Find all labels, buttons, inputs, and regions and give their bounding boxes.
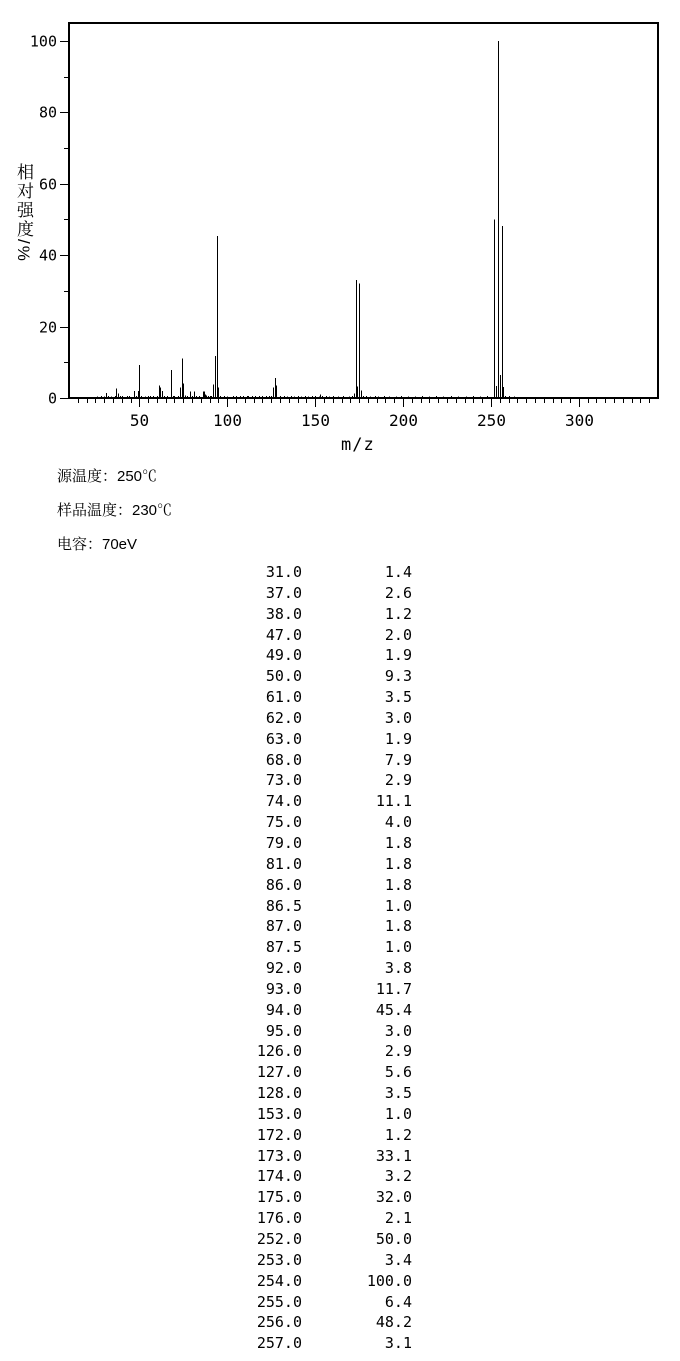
peak-mz-value: 61.0: [265, 688, 302, 707]
peak-table-row: [227, 1000, 412, 1021]
peak-mz-value: 175.0: [256, 1188, 302, 1207]
peak-table-row: [227, 1187, 412, 1208]
peak-mz-value: 126.0: [256, 1042, 302, 1061]
peak-table-row: [227, 1021, 412, 1042]
peak-intensity-value: 1.8: [384, 833, 412, 852]
spectrum-plot-area: [0, 0, 680, 460]
peak-intensity-value: 3.2: [384, 1167, 412, 1186]
peak-intensity-value: 9.3: [384, 667, 412, 686]
y-tick-label: 80: [38, 103, 57, 122]
peak-table-row: [227, 958, 412, 979]
peak-table-row: [227, 770, 412, 791]
peak-table-row: [227, 604, 412, 625]
peak-table-row: [227, 708, 412, 729]
peak-mz-value: 128.0: [256, 1084, 302, 1103]
peak-table-row: [227, 1208, 412, 1229]
peak-table-row: [227, 1146, 412, 1167]
x-tick-label: 50: [129, 411, 150, 430]
peak-table-row: [227, 896, 412, 917]
peak-intensity-value: 1.0: [384, 938, 412, 957]
peak-mz-value: 93.0: [265, 979, 302, 998]
peak-intensity-value: 6.4: [384, 1292, 412, 1311]
peak-mz-value: 63.0: [265, 729, 302, 748]
peak-mz-value: 253.0: [256, 1250, 302, 1269]
peak-intensity-value: 3.0: [384, 708, 412, 727]
peak-mz-value: 254.0: [256, 1271, 302, 1290]
peak-mz-value: 176.0: [256, 1209, 302, 1228]
peak-intensity-value: 33.1: [375, 1146, 412, 1165]
y-tick-label: 40: [38, 246, 57, 265]
peak-intensity-value: 2.9: [384, 771, 412, 790]
peak-table-row: [227, 833, 412, 854]
peak-table-row: [227, 729, 412, 750]
peak-table-row: [227, 1250, 412, 1271]
peak-table-row: [227, 645, 412, 666]
peak-intensity-value: 100.0: [366, 1271, 412, 1290]
peak-table-row: [227, 625, 412, 646]
peak-intensity-value: 3.8: [384, 959, 412, 978]
peak-intensity-value: 2.1: [384, 1209, 412, 1228]
peak-mz-value: 73.0: [265, 771, 302, 790]
peak-table-row: [227, 1292, 412, 1313]
peak-mz-value: 31.0: [265, 563, 302, 581]
peak-intensity-value: 3.0: [384, 1021, 412, 1040]
peak-table-row: [227, 1333, 412, 1354]
peak-mz-value: 252.0: [256, 1230, 302, 1248]
peak-table: [227, 562, 412, 1354]
peak-intensity-value: 7.9: [384, 750, 412, 769]
peak-mz-value: 153.0: [256, 1104, 302, 1123]
peak-intensity-value: 1.9: [384, 646, 412, 665]
ionization-energy-text: 电容：70eV: [57, 536, 138, 553]
peak-mz-value: 62.0: [265, 708, 302, 727]
peak-table-row: [227, 687, 412, 708]
peak-table-row: [227, 1062, 412, 1083]
peak-mz-value: 79.0: [265, 833, 302, 852]
peak-table-row: [227, 979, 412, 1000]
peak-mz-value: 172.0: [256, 1125, 302, 1144]
instrument-conditions: [57, 466, 172, 568]
peak-intensity-value: 50.0: [375, 1230, 412, 1248]
peak-intensity-value: 3.1: [384, 1334, 412, 1353]
peak-intensity-value: 1.8: [384, 917, 412, 936]
peak-intensity-value: 2.9: [384, 1042, 412, 1061]
x-tick-label: 300: [565, 411, 594, 430]
peak-intensity-value: 4.0: [384, 813, 412, 832]
peak-mz-value: 37.0: [265, 583, 302, 602]
peak-mz-value: 47.0: [265, 625, 302, 644]
peak-table-row: [227, 1312, 412, 1333]
peak-intensity-value: 1.0: [384, 896, 412, 915]
peak-mz-value: 75.0: [265, 813, 302, 832]
x-tick-label: 200: [389, 411, 418, 430]
peak-intensity-value: 5.6: [384, 1063, 412, 1082]
peak-table-row: [227, 791, 412, 812]
peak-mz-value: 38.0: [265, 604, 302, 623]
peak-table-row: [227, 937, 412, 958]
peak-mz-value: 86.5: [265, 896, 302, 915]
peak-table-row: [227, 666, 412, 687]
peak-mz-value: 173.0: [256, 1146, 302, 1165]
source-temperature-text: 源温度：250℃: [57, 468, 158, 485]
x-tick-label: 100: [213, 411, 242, 430]
mass-spectrum-chart: [0, 0, 680, 460]
x-tick-label: 150: [301, 411, 330, 430]
peak-mz-value: 74.0: [265, 792, 302, 811]
peak-intensity-value: 3.5: [384, 688, 412, 707]
peak-mz-value: 87.5: [265, 938, 302, 957]
peak-intensity-value: 32.0: [375, 1188, 412, 1207]
peak-mz-value: 127.0: [256, 1063, 302, 1082]
peak-intensity-value: 1.2: [384, 1125, 412, 1144]
peak-intensity-value: 2.0: [384, 625, 412, 644]
peak-mz-value: 87.0: [265, 917, 302, 936]
y-tick-label: 20: [38, 318, 57, 337]
peak-table-row: [227, 1229, 412, 1250]
peak-mz-value: 68.0: [265, 750, 302, 769]
peak-intensity-value: 48.2: [375, 1313, 412, 1332]
peak-table-row: [227, 812, 412, 833]
peak-intensity-value: 11.7: [375, 979, 412, 998]
peak-mz-value: 257.0: [256, 1334, 302, 1353]
peak-table-row: [227, 1125, 412, 1146]
peak-table-row: [227, 1083, 412, 1104]
y-tick-label: 60: [38, 175, 57, 194]
peak-intensity-value: 1.2: [384, 604, 412, 623]
peak-table-row: [227, 562, 412, 583]
peak-mz-value: 92.0: [265, 959, 302, 978]
peak-intensity-value: 1.8: [384, 875, 412, 894]
peak-mz-value: 50.0: [265, 667, 302, 686]
peak-mz-value: 174.0: [256, 1167, 302, 1186]
peak-intensity-value: 1.9: [384, 729, 412, 748]
peak-table-row: [227, 1271, 412, 1292]
peak-mz-value: 94.0: [265, 1000, 302, 1019]
peak-mz-value: 49.0: [265, 646, 302, 665]
peak-table-row: [227, 916, 412, 937]
peak-intensity-value: 1.0: [384, 1104, 412, 1123]
peak-table-row: [227, 750, 412, 771]
peak-table-row: [227, 854, 412, 875]
peak-table-row: [227, 1104, 412, 1125]
peak-intensity-value: 3.5: [384, 1084, 412, 1103]
peak-mz-value: 86.0: [265, 875, 302, 894]
peak-intensity-value: 11.1: [375, 792, 412, 811]
peak-intensity-value: 1.8: [384, 854, 412, 873]
peak-table-row: [227, 875, 412, 896]
peak-mz-value: 255.0: [256, 1292, 302, 1311]
peak-mz-value: 256.0: [256, 1313, 302, 1332]
plot-border: [69, 23, 658, 398]
peak-mz-value: 81.0: [265, 854, 302, 873]
peak-table-row: [227, 1166, 412, 1187]
y-tick-label: 100: [29, 32, 57, 51]
peak-mz-value: 95.0: [265, 1021, 302, 1040]
sample-temperature-text: 样品温度：230℃: [57, 502, 173, 519]
peak-table-row: [227, 583, 412, 604]
peak-intensity-value: 45.4: [375, 1000, 412, 1019]
peak-intensity-value: 2.6: [384, 583, 412, 602]
peak-intensity-value: 3.4: [384, 1250, 412, 1269]
x-tick-label: 250: [477, 411, 506, 430]
peak-intensity-value: 1.4: [384, 563, 412, 581]
x-axis-title: m/z: [341, 435, 375, 455]
y-tick-label: 0: [47, 389, 57, 408]
y-axis-title: 相对强度/%: [14, 163, 33, 263]
peak-table-row: [227, 1041, 412, 1062]
